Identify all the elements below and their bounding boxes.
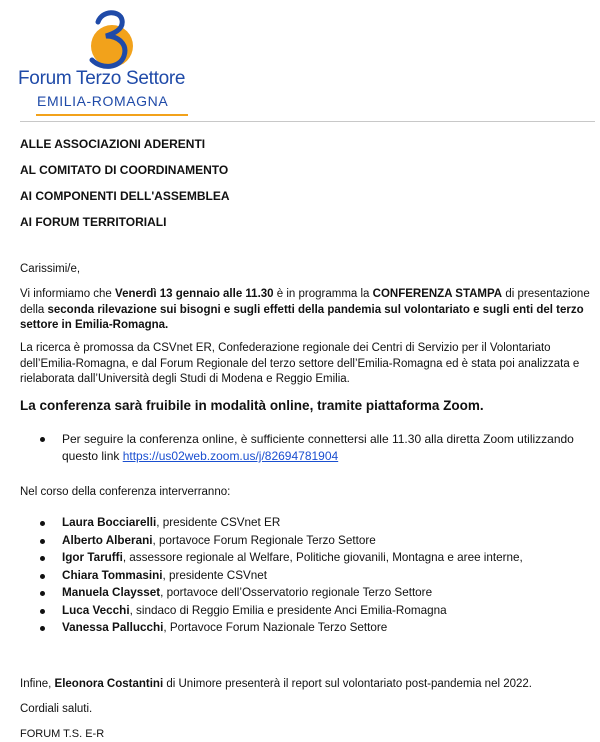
event-type: CONFERENZA STAMPA	[372, 288, 503, 300]
presenter-name: Eleonora Costantini	[54, 678, 164, 690]
research-paragraph: La ricerca è promossa da CSVnet ER, Confederazione regionale dei Centri di Servizio per il Volontariato dell’Emilia-Romagna, e dal Forum Regionale del terzo settore dell’Emilia-Romagna ed è stata poi analizzata e rielaborata dall’Università degli Studi di Modena e Reggio Emilia.	[20, 342, 580, 385]
bullet-icon	[40, 437, 45, 442]
speaker-item	[40, 533, 600, 551]
speaker-name: Chiara Tommasini	[62, 568, 163, 582]
zoom-bullet	[40, 431, 595, 465]
zoom-instructions: Per seguire la conferenza online, è sufficiente connettersi alle 11.30 alla diretta Zoom utilizzando questo link	[62, 432, 574, 463]
text-run: di presentazione della	[20, 288, 590, 316]
bullet-icon	[40, 556, 45, 561]
speaker-role: , portavoce Forum Regionale Terzo Settore	[152, 533, 376, 547]
bullet-icon	[40, 521, 45, 526]
bullet-icon	[40, 574, 45, 579]
speaker-item	[40, 515, 600, 533]
speaker-item	[40, 620, 600, 638]
speaker-name: Vanessa Pallucchi	[62, 621, 164, 634]
bullet-icon	[40, 539, 45, 544]
speaker-name: Laura Bocciarelli	[62, 516, 157, 529]
online-headline: La conferenza sarà fruibile in modalità online, tramite piattaforma Zoom.	[20, 398, 484, 413]
final-paragraph	[20, 678, 532, 690]
text-run: Infine,	[20, 678, 55, 690]
bullet-icon	[40, 626, 45, 631]
signature: FORUM T.S. E-R	[20, 728, 105, 740]
text-run: è in programma la	[273, 288, 373, 300]
logo-subtitle: EMILIA-ROMAGNA	[37, 93, 169, 109]
forum-logo	[18, 8, 188, 118]
greeting: Carissimi/e,	[20, 263, 81, 275]
recipient-line: AL COMITATO DI COORDINAMENTO	[20, 163, 229, 177]
event-date: Venerdì 13 gennaio alle 11.30	[115, 288, 274, 300]
speaker-role: , assessore regionale al Welfare, Politiche giovanili, Montagna e aree interne,	[122, 551, 523, 564]
speaker-item	[40, 585, 600, 603]
recipient-line: AI COMPONENTI DELL'ASSEMBLEA	[20, 189, 230, 203]
intro-paragraph	[20, 287, 595, 334]
speaker-name: Alberto Alberani	[62, 533, 153, 547]
zoom-link[interactable]: https://us02web.zoom.us/j/82694781904	[122, 449, 339, 463]
bullet-icon	[40, 591, 45, 596]
logo-title: Forum Terzo Settore	[18, 68, 186, 89]
speaker-item	[40, 550, 600, 568]
zoom-text	[40, 431, 595, 465]
closing-salutation: Cordiali saluti.	[20, 703, 93, 715]
speaker-name: Luca Vecchi	[62, 603, 130, 617]
speaker-item	[40, 568, 600, 586]
speaker-role: , Portavoce Forum Nazionale Terzo Settore	[163, 621, 388, 634]
speaker-name: Igor Taruffi	[62, 551, 123, 564]
text-run: di Unimore presenterà il report sul volontariato post-pandemia nel 2022.	[163, 678, 532, 690]
speakers-intro: Nel corso della conferenza interverranno:	[20, 486, 231, 498]
speaker-item	[40, 603, 600, 621]
text-run: Vi informiamo che	[20, 288, 116, 300]
recipient-line: AI FORUM TERRITORIALI	[20, 215, 167, 229]
recipients-list	[20, 136, 230, 240]
event-topic: seconda rilevazione sui bisogni e sugli effetti della pandemia sul volontariato e sugli enti del terzo settore in Emilia-Romagna.	[20, 303, 584, 331]
header-divider	[20, 121, 595, 122]
speaker-role: , sindaco di Reggio Emilia e presidente Anci Emilia-Romagna	[129, 603, 447, 617]
speaker-role: , portavoce dell’Osservatorio regionale Terzo Settore	[160, 586, 433, 599]
bullet-icon	[40, 609, 45, 614]
speakers-list	[40, 515, 600, 638]
recipient-line: ALLE ASSOCIAZIONI ADERENTI	[20, 137, 206, 151]
logo-underline	[36, 114, 188, 116]
logo-mark-icon	[76, 8, 136, 70]
speaker-role: , presidente CSVnet ER	[156, 516, 281, 529]
speaker-role: , presidente CSVnet	[162, 568, 268, 582]
speaker-name: Manuela Claysset	[62, 586, 161, 599]
